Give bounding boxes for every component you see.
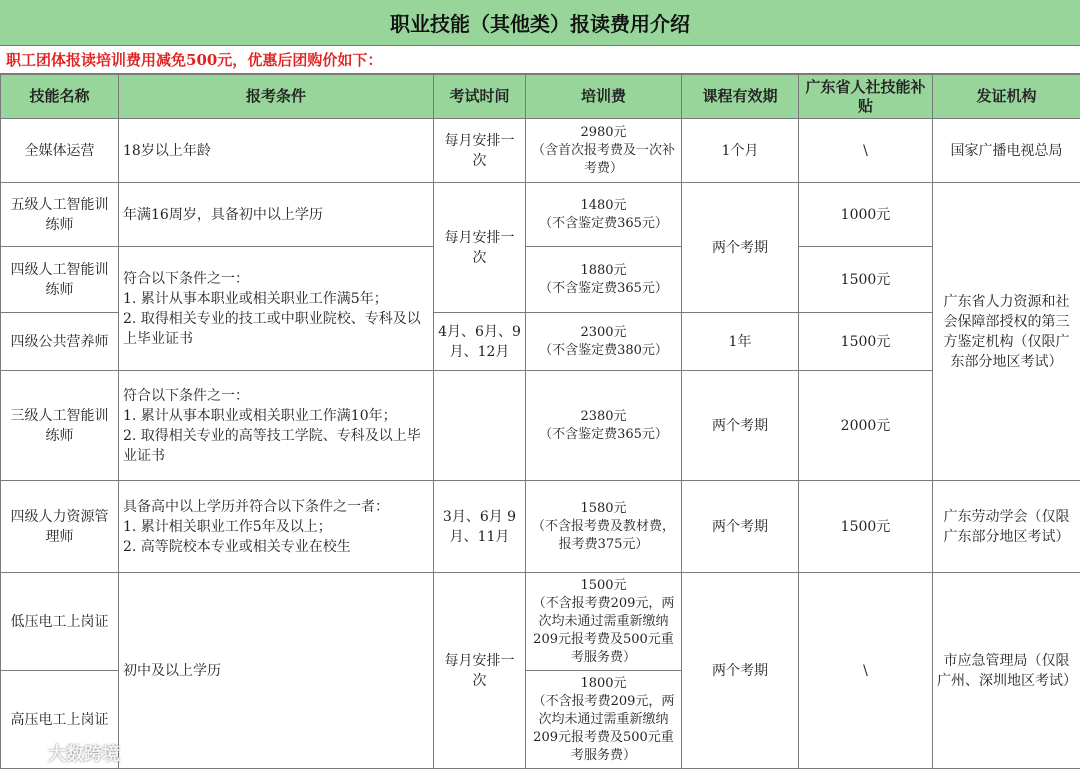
subsidy: 1000元: [799, 183, 933, 247]
exam-time: 3月、6月 9月、11月: [434, 481, 526, 573]
header-requirement: 报考条件: [119, 75, 434, 119]
issuer: 广东省人力资源和社会保障部授权的第三方鉴定机构（仅限广东部分地区考试）: [933, 183, 1080, 481]
validity: 两个考期: [682, 573, 799, 769]
fee-note: （不含鉴定费365元）: [539, 215, 668, 231]
skill-name: 高压电工上岗证: [1, 671, 119, 769]
skill-name: 四级公共营养师: [1, 313, 119, 371]
header-fee: 培训费: [526, 75, 682, 119]
table-row: [1, 119, 1080, 183]
subsidy: 1500元: [799, 313, 933, 371]
fee-note: （不含报考费及教材费，报考费375元）: [531, 518, 675, 552]
fee-cell: [526, 183, 682, 247]
requirement-item: 1. 累计相关职业工作5年及以上；: [123, 518, 332, 535]
requirement-item: 2. 取得相关专业的技工或中职业院校、专科及以上毕业证书: [123, 310, 421, 347]
chat-bubble-icon: [8, 741, 42, 765]
exam-time: 每月安排一次: [434, 573, 526, 769]
requirement-item: 1. 累计从事本职业或相关职业工作满10年；: [123, 407, 397, 424]
fee-amount: 1480元: [580, 197, 627, 213]
requirement-item: 2. 取得相关专业的高等技工学院、专科及以上毕业证书: [123, 427, 421, 464]
subsidy: 1500元: [799, 247, 933, 313]
table-row: [1, 183, 1080, 247]
requirement-intro: 符合以下条件之一：: [123, 270, 249, 287]
subsidy: \: [799, 119, 933, 183]
header-subsidy: 广东省人社技能补贴: [799, 75, 933, 119]
requirement-intro: 具备高中以上学历并符合以下条件之一者：: [123, 498, 389, 515]
exam-time: 4月、6月、9月、12月: [434, 313, 526, 371]
requirement: [119, 481, 434, 573]
table-header-row: [1, 75, 1080, 119]
header-validity: 课程有效期: [682, 75, 799, 119]
validity: 两个考期: [682, 183, 799, 313]
fee-cell: [526, 371, 682, 481]
fee-amount: 2300元: [580, 324, 627, 340]
issuer: 广东劳动学会（仅限广东部分地区考试）: [933, 481, 1080, 573]
skill-name: 全媒体运营: [1, 119, 119, 183]
fee-amount: 1580元: [580, 500, 627, 516]
fee-note: （不含鉴定费365元）: [539, 280, 668, 296]
skill-name: 四级人工智能训练师: [1, 247, 119, 313]
fee-amount: 1500元: [580, 577, 627, 593]
fee-cell: [526, 481, 682, 573]
fee-note: （含首次报考费及一次补考费）: [531, 142, 675, 176]
subsidy: \: [799, 573, 933, 769]
page-title: 职业技能（其他类）报读费用介绍: [0, 0, 1080, 46]
skill-name: 四级人力资源管理师: [1, 481, 119, 573]
fee-table: [0, 74, 1080, 769]
subsidy: 2000元: [799, 371, 933, 481]
skill-name: 三级人工智能训练师: [1, 371, 119, 481]
skill-name: 五级人工智能训练师: [1, 183, 119, 247]
header-skill: 技能名称: [1, 75, 119, 119]
validity: 1年: [682, 313, 799, 371]
watermark-text: 大数跨境: [48, 744, 120, 765]
subsidy: 1500元: [799, 481, 933, 573]
issuer: 国家广播电视总局: [933, 119, 1080, 183]
fee-amount: 2380元: [580, 408, 627, 424]
fee-cell: [526, 247, 682, 313]
fee-cell: [526, 313, 682, 371]
fee-note: （不含鉴定费380元）: [539, 342, 668, 358]
fee-amount: 1800元: [580, 675, 627, 691]
requirement: 18岁以上年龄: [119, 119, 434, 183]
watermark: [8, 738, 120, 768]
issuer: 市应急管理局（仅限广州、深圳地区考试）: [933, 573, 1080, 769]
validity: 两个考期: [682, 481, 799, 573]
skill-name: 低压电工上岗证: [1, 573, 119, 671]
requirement-item: 2. 高等院校本专业或相关专业在校生: [123, 538, 351, 555]
table-row: [1, 247, 1080, 313]
table-row: [1, 371, 1080, 481]
fee-cell: [526, 671, 682, 769]
fee-note: （不含报考费209元，两次均未通过需重新缴纳209元报考费及500元重考服务费）: [532, 693, 675, 763]
validity: 两个考期: [682, 371, 799, 481]
requirement: [119, 247, 434, 371]
fee-note: （不含报考费209元，两次均未通过需重新缴纳209元报考费及500元重考服务费）: [532, 595, 675, 665]
requirement-item: 1. 累计从事本职业或相关职业工作满5年；: [123, 290, 388, 307]
fee-note: （不含鉴定费365元）: [539, 426, 668, 442]
fee-amount: 1880元: [580, 262, 627, 278]
requirement: 年满16周岁，具备初中以上学历: [119, 183, 434, 247]
validity: 1个月: [682, 119, 799, 183]
table-row: [1, 481, 1080, 573]
fee-amount: 2980元: [580, 124, 627, 140]
requirement-intro: 符合以下条件之一：: [123, 387, 249, 404]
requirement: [119, 371, 434, 481]
table-row: [1, 573, 1080, 671]
header-exam-time: 考试时间: [434, 75, 526, 119]
discount-notice: 职工团体报读培训费用减免500元，优惠后团购价如下：: [0, 46, 1080, 74]
header-issuer: 发证机构: [933, 75, 1080, 119]
exam-time: [434, 371, 526, 481]
fee-cell: [526, 119, 682, 183]
exam-time: 每月安排一次: [434, 119, 526, 183]
fee-cell: [526, 573, 682, 671]
requirement: 初中及以上学历: [119, 573, 434, 769]
exam-time: 每月安排一次: [434, 183, 526, 313]
